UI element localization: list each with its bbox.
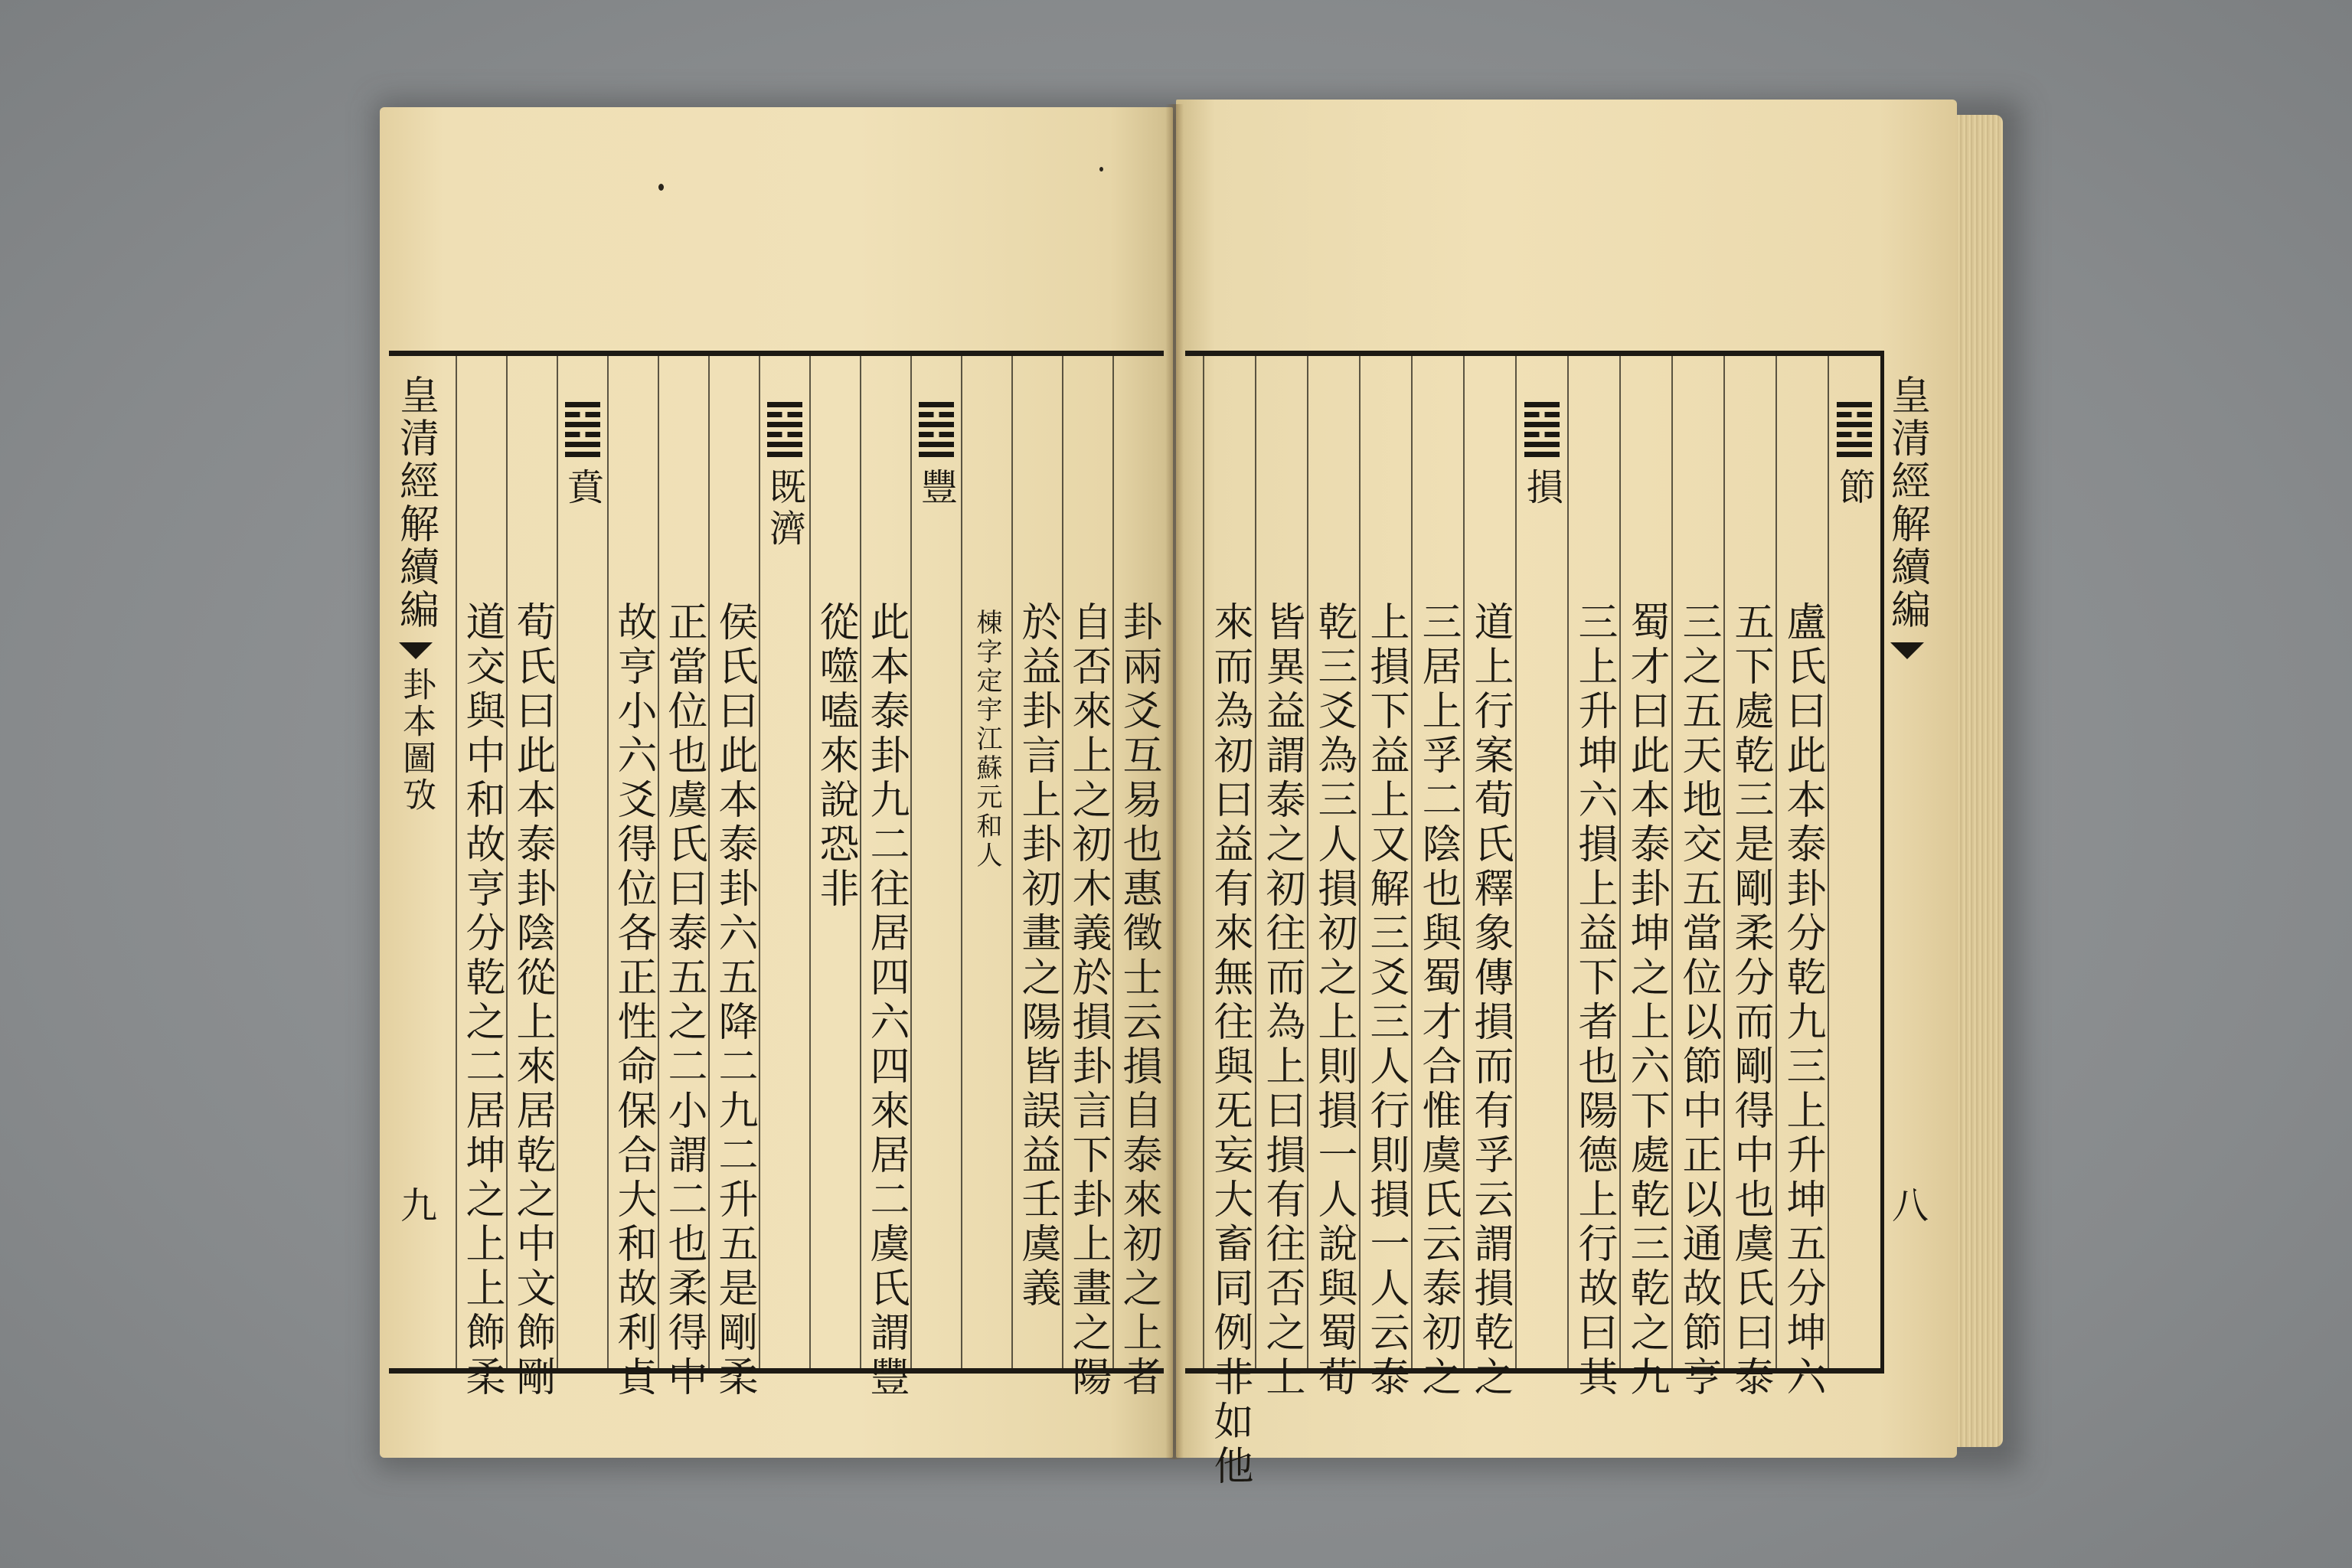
text-column (1464, 356, 1516, 1400)
text-column (1776, 356, 1828, 1400)
hexagram-heading-column (1828, 356, 1880, 1368)
body-text: 盧氏曰此本泰卦分乾九三上升坤五分坤六 (1779, 601, 1825, 1400)
body-text: 三之五天地交五當位以節中正以通故節亨 (1675, 601, 1721, 1400)
hexagram-heading-column (760, 356, 810, 1368)
page-edges (1957, 115, 2003, 1447)
body-text: 道上行案荀氏釋象傳損而有孚云謂損乾之 (1467, 601, 1513, 1400)
fish-tail-mark-icon (399, 642, 433, 659)
body-text: 正當位也虞氏曰泰五之二小謂二也柔得中 (661, 601, 707, 1400)
body-text: 故亨小六爻得位各正性命保合大和故利貞 (610, 601, 656, 1400)
right-fold-title: 皇清經解續編 (1883, 374, 1930, 632)
hexagram-name: 節 (1832, 468, 1876, 509)
hexagram-heading (759, 402, 812, 550)
hexagram-icon (1524, 402, 1560, 457)
body-text: 皆異益謂泰之初往而為上曰損有往否之上 (1259, 601, 1305, 1400)
hexagram-heading (910, 402, 963, 509)
annotation-text: 棟字定宇江蘇元和人 (972, 609, 1002, 871)
text-column (608, 356, 658, 1400)
hexagram-name: 賁 (560, 468, 604, 509)
body-text: 於益卦言上卦初畫之陽皆誤益壬虞義 (1014, 601, 1060, 1312)
hexagram-heading (557, 402, 609, 509)
text-column (1113, 356, 1164, 1400)
text-column (810, 356, 861, 1368)
left-fold-title: 皇清經解續編 (392, 374, 439, 632)
body-text: 三上升坤六損上益下者也陽德上行故曰其 (1571, 601, 1617, 1400)
right-page-number: 八 (1885, 1186, 1929, 1223)
hexagram-icon (767, 402, 802, 457)
hexagram-heading-column (911, 356, 962, 1368)
hexagram-icon (919, 402, 954, 457)
left-fold-subtitle: 卦本圖攷 (397, 667, 436, 814)
text-column (962, 356, 1012, 1368)
ink-speck (1099, 167, 1103, 172)
body-text: 侯氏曰此本泰卦六五降二九二升五是剛柔 (711, 601, 757, 1400)
text-column (1412, 356, 1464, 1400)
text-column (1360, 356, 1412, 1400)
text-column (658, 356, 709, 1400)
text-column (861, 356, 911, 1400)
fish-tail-mark-icon (1890, 642, 1924, 659)
text-column (1256, 356, 1308, 1400)
text-column (456, 356, 507, 1400)
hexagram-icon (1837, 402, 1872, 457)
book-gutter (1165, 104, 1184, 1459)
text-column (1672, 356, 1724, 1400)
hexagram-name: 既濟 (763, 468, 806, 550)
hexagram-heading (1828, 402, 1881, 509)
hexagram-icon (565, 402, 600, 457)
ink-speck (658, 184, 664, 191)
text-column (1063, 356, 1113, 1400)
body-text: 從噬嗑來說恐非 (812, 601, 858, 912)
left-page-number: 九 (394, 1186, 437, 1223)
body-text: 道交與中和故亨分乾之二居坤之上上飾柔 (459, 601, 505, 1400)
right-fold-column (1880, 356, 1934, 1368)
column-rule (1203, 356, 1204, 1368)
body-text: 上損下益上又解三爻三人行則損一人云泰 (1363, 601, 1409, 1400)
column-rule (456, 356, 457, 1368)
body-text: 三居上孚二陰也與蜀才合惟虞氏云泰初之 (1415, 601, 1461, 1400)
text-column (507, 356, 557, 1400)
text-column (1724, 356, 1776, 1400)
body-text: 荀氏曰此本泰卦陰從上來居乾之中文飾剛 (509, 601, 555, 1400)
hexagram-heading (1516, 402, 1569, 509)
hexagram-heading-column (1516, 356, 1568, 1368)
text-column (1012, 356, 1063, 1368)
body-text: 自否來上之初木義於損卦言下卦上畫之陽 (1065, 601, 1111, 1400)
left-text-frame (389, 351, 1164, 1400)
right-text-frame (1185, 351, 1930, 1489)
body-text: 五下處乾三是剛柔分而剛得中也虞氏曰泰 (1727, 601, 1773, 1400)
body-text: 來而為初曰益有來無往與旡妄大畜同例非如他 (1207, 601, 1253, 1489)
text-column (1204, 356, 1256, 1489)
hexagram-name: 損 (1520, 468, 1563, 509)
text-column (709, 356, 760, 1400)
hexagram-heading-column (557, 356, 608, 1368)
body-text: 乾三爻為三人損初之上則損一人說與蜀荀 (1311, 601, 1357, 1400)
body-text: 卦兩爻互易也惠徵士云損自泰來初之上者 (1116, 601, 1161, 1400)
body-text: 此本泰卦九二往居四六四來居二虞氏謂豐 (863, 601, 909, 1400)
text-column (1568, 356, 1620, 1400)
text-column (1308, 356, 1360, 1400)
body-text: 蜀才曰此本泰卦坤之上六下處乾三乾之九 (1623, 601, 1669, 1400)
hexagram-name: 豐 (914, 468, 958, 509)
text-column (1620, 356, 1672, 1400)
left-fold-column (389, 356, 443, 1368)
